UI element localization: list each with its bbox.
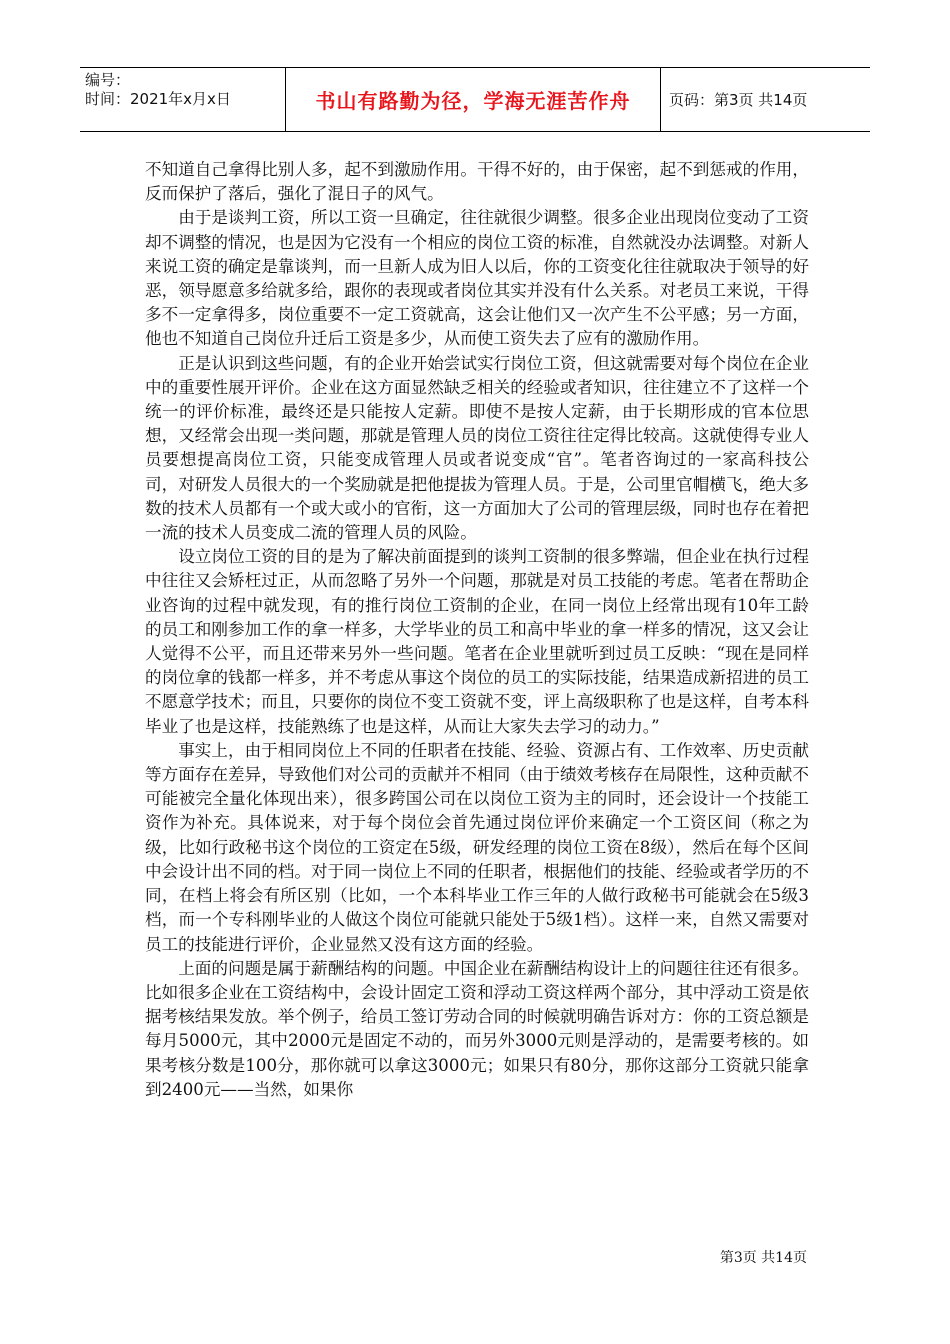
page-header <box>80 67 870 132</box>
document-date-label: 时间：2021年x月x日 <box>85 90 231 108</box>
header-meta <box>80 68 285 131</box>
document-number-label: 编号： <box>85 71 131 89</box>
header-motto: 书山有路勤为径，学海无涯苦作舟 <box>285 68 661 131</box>
paragraph: 事实上，由于相同岗位上不同的任职者在技能、经验、资源占有、工作效率、历史贡献等方面存在差异，导致他们对公司的贡献并不相同（由于绩效考核存在局限性，这种贡献不可能被完全量化体现出来），很多跨国公司在以岗位工资为主的同时，还会设计一个技能工资作为补充。具体说来，对于每个岗位会首先通过岗位评价来确定一个工资区间（称之为级，比如行政秘书这个岗位的工资定在5级，研发经理的岗位工资在8级），然后在每个区间中会设计出不同的档。对于同一岗位上不同的任职者，根据他们的技能、经验或者学历的不同，在档上将会有所区别（比如，一个本科毕业工作三年的人做行政秘书可能就会在5级3档，而一个专科刚毕业的人做这个岗位可能就只能处于5级1档）。这样一来，自然又需要对员工的技能进行评价，企业显然又没有这方面的经验。 <box>145 740 809 954</box>
paragraph: 不知道自己拿得比别人多，起不到激励作用。干得不好的，由于保密，起不到惩戒的作用，反而保护了落后，强化了混日子的风气。 <box>145 160 809 204</box>
paragraph: 设立岗位工资的目的是为了解决前面提到的谈判工资制的很多弊端，但企业在执行过程中往往又会矫枉过正，从而忽略了另外一个问题，那就是对员工技能的考虑。笔者在帮助企业咨询的过程中就发现，有的推行岗位工资制的企业，在同一岗位上经常出现有10年工龄的员工和刚参加工作的拿一样多，大学毕业的员工和高中毕业的拿一样多的情况，这又会让人觉得不公平，而且还带来另外一些问题。笔者在企业里就听到过员工反映：“现在是同样的岗位拿的钱都一样多，并不考虑从事这个岗位的员工的实际技能，结果造成新招进的员工不愿意学技术；而且，只要你的岗位不变工资就不变，评上高级职称了也是这样，自考本科毕业了也是这样，技能熟练了也是这样，从而让大家失去学习的动力。” <box>145 547 809 736</box>
header-page-number: 页码：第3页 共14页 <box>669 91 808 109</box>
page-footer: 第3页 共14页 <box>719 1250 807 1266</box>
document-body <box>145 158 809 1102</box>
paragraph: 上面的问题是属于薪酬结构的问题。中国企业在薪酬结构设计上的问题往往还有很多。比如很多企业在工资结构中，会设计固定工资和浮动工资这样两个部分，其中浮动工资是依据考核结果发放。举个例子，给员工签订劳动合同的时候就明确告诉对方：你的工资总额是每月5000元，其中2000元是固定不动的，而另外3000元则是浮动的，是需要考核的。如果考核分数是100分，那你就可以拿这3000元；如果只有80分，那你这部分工资就只能拿到2400元——当然，如果你 <box>145 958 809 1099</box>
paragraph: 正是认识到这些问题，有的企业开始尝试实行岗位工资，但这就需要对每个岗位在企业中的重要性展开评价。企业在这方面显然缺乏相关的经验或者知识，往往建立不了这样一个统一的评价标准，最终还是只能按人定薪。即使不是按人定薪，由于长期形成的官本位思想，又经常会出现一类问题，那就是管理人员的岗位工资往往定得比较高。这就使得专业人员要想提高岗位工资，只能变成管理人员或者说变成“官”。笔者咨询过的一家高科技公司，对研发人员很大的一个奖励就是把他提拔为管理人员。于是，公司里官帽横飞，绝大多数的技术人员都有一个或大或小的官衔，这一方面加大了公司的管理层级，同时也存在着把一流的技术人员变成二流的管理人员的风险。 <box>145 353 809 543</box>
paragraph: 由于是谈判工资，所以工资一旦确定，往往就很少调整。很多企业出现岗位变动了工资却不调整的情况，也是因为它没有一个相应的岗位工资的标准，自然就没办法调整。对新人来说工资的确定是靠谈判，而一旦新人成为旧人以后，你的工资变化往往就取决于领导的好恶，领导愿意多给就多给，跟你的表现或者岗位其实并没有什么关系。对老员工来说，干得多不一定拿得多，岗位重要不一定工资就高，这会让他们又一次产生不公平感；另一方面，他也不知道自己岗位升迁后工资是多少，从而使工资失去了应有的激励作用。 <box>145 208 809 349</box>
